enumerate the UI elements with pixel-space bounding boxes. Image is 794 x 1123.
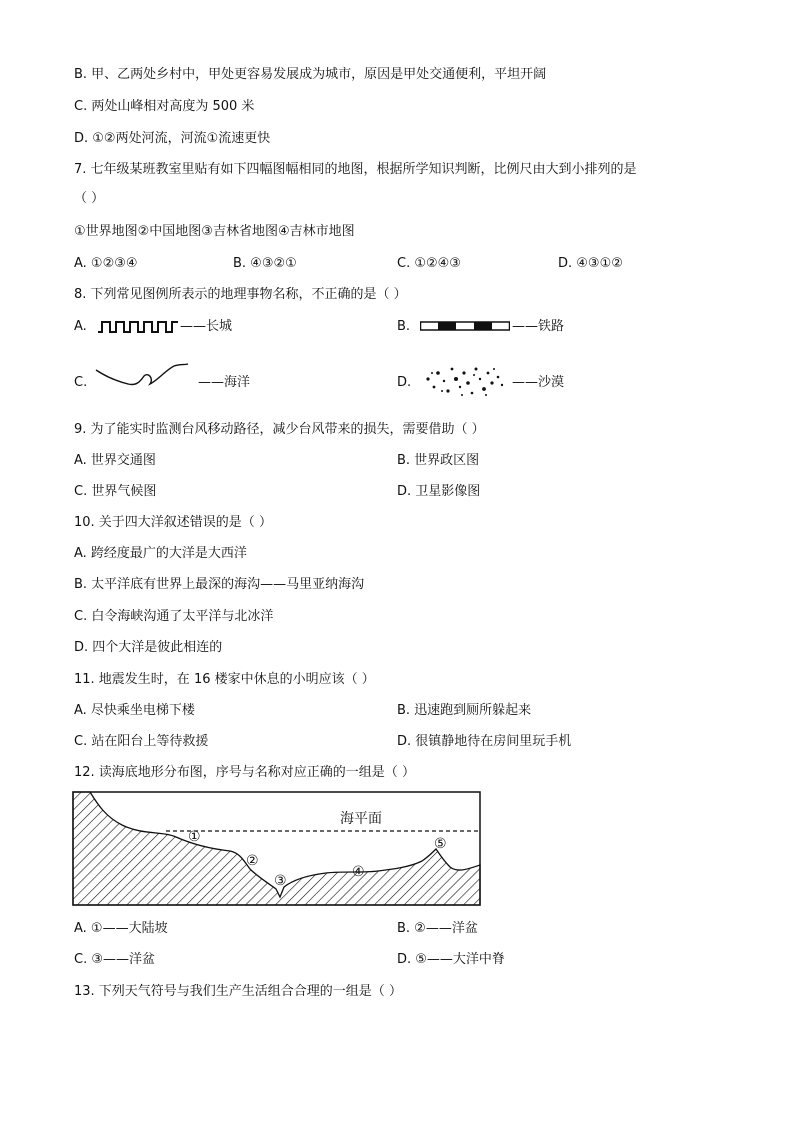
desert-legend-icon [418, 361, 508, 401]
q8-option-d-letter: D. [397, 375, 412, 390]
q6-option-b: B. 甲、乙两处乡村中，甲处更容易发展成为城市，原因是甲处交通便利，平坦开阔 [74, 67, 547, 82]
q11-option-a: A. 尽快乘坐电梯下楼 [74, 703, 195, 718]
q9-option-d: D. 卫星影像图 [397, 484, 481, 499]
marker-1: ① [188, 829, 201, 845]
q7-option-b: B. ④③②① [233, 256, 297, 271]
q8-option-c-letter: C. [74, 375, 88, 390]
q12-option-b: B. ②——洋盆 [397, 921, 478, 936]
sea-level-label: 海平面 [340, 811, 382, 827]
q12-option-c: C. ③——洋盆 [74, 952, 155, 967]
q7-items: ①世界地图②中国地图③吉林省地图④吉林市地图 [74, 224, 355, 239]
q7-option-d: D. ④③①② [558, 256, 623, 271]
q11-option-d: D. 很镇静地待在房间里玩手机 [397, 734, 572, 749]
q11-option-c: C. 站在阳台上等待救援 [74, 734, 209, 749]
q7-stem: 7. 七年级某班教室里贴有如下四幅图幅相同的地图，根据所学知识判断，比例尺由大到小排列的是 [74, 162, 637, 177]
q10-option-c: C. 白令海峡沟通了太平洋与北冰洋 [74, 609, 274, 624]
q9-option-c: C. 世界气候图 [74, 484, 157, 499]
q10-option-a: A. 跨经度最广的大洋是大西洋 [74, 546, 247, 561]
q13-stem: 13. 下列天气符号与我们生产生活组合合理的一组是（ ） [74, 984, 402, 999]
q10-option-d: D. 四个大洋是彼此相连的 [74, 640, 223, 655]
q11-option-b: B. 迅速跑到厕所躲起来 [397, 703, 532, 718]
q10-option-b: B. 太平洋底有世界上最深的海沟——马里亚纳海沟 [74, 577, 365, 592]
q8-option-a-label: ——长城 [180, 319, 233, 334]
q8-option-d-label: ——沙漠 [512, 375, 565, 390]
seafloor-profile-figure [72, 791, 482, 911]
q6-option-c: C. 两处山峰相对高度为 500 米 [74, 99, 255, 114]
q9-option-a: A. 世界交通图 [74, 453, 156, 468]
marker-2: ② [246, 853, 259, 869]
q8-option-c-label: ——海洋 [198, 375, 251, 390]
ocean-coastline-legend-icon [94, 362, 190, 398]
q8-option-b-letter: B. [397, 319, 411, 334]
q9-option-b: B. 世界政区图 [397, 453, 480, 468]
q8-option-a-letter: A. [74, 319, 87, 334]
marker-5: ⑤ [434, 836, 447, 852]
q7-option-a: A. ①②③④ [74, 256, 138, 271]
railway-legend-icon [420, 321, 510, 331]
q12-option-a: A. ①——大陆坡 [74, 921, 168, 936]
q10-stem: 10. 关于四大洋叙述错误的是（ ） [74, 515, 272, 530]
q8-stem: 8. 下列常见图例所表示的地理事物名称，不正确的是（ ） [74, 287, 407, 302]
marker-3: ③ [274, 873, 287, 889]
q12-stem: 12. 读海底地形分布图，序号与名称对应正确的一组是（ ） [74, 765, 415, 780]
q6-option-d: D. ①②两处河流，河流①流速更快 [74, 131, 271, 146]
q11-stem: 11. 地震发生时，在 16 楼家中休息的小明应该（ ） [74, 672, 375, 687]
q7-option-c: C. ①②④③ [397, 256, 461, 271]
q9-stem: 9. 为了能实时监测台风移动路径，减少台风带来的损失，需要借助（ ） [74, 422, 485, 437]
q12-option-d: D. ⑤——大洋中脊 [397, 952, 505, 967]
q8-option-b-label: ——铁路 [512, 319, 565, 334]
marker-4: ④ [352, 864, 365, 880]
q7-paren: （ ） [74, 191, 105, 206]
great-wall-legend-icon [98, 318, 178, 334]
